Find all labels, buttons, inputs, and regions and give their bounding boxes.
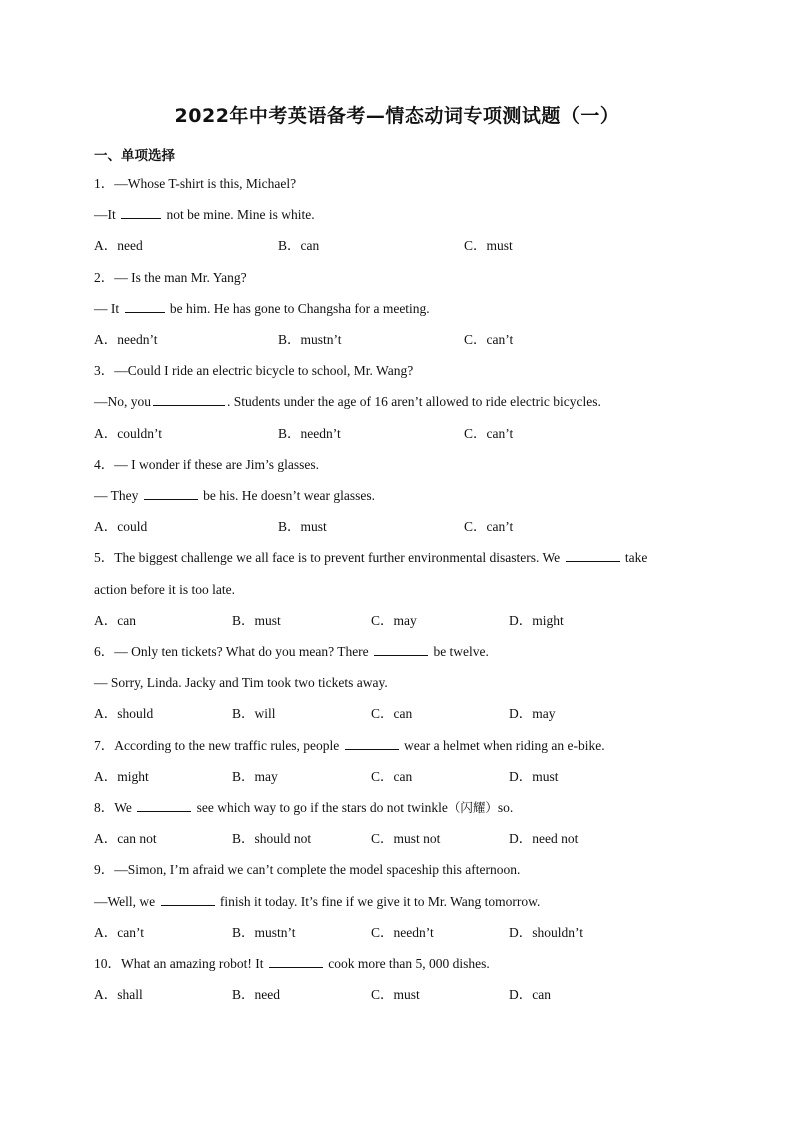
- answer-blank: [121, 206, 161, 219]
- option-d[interactable]: D．must: [509, 769, 559, 784]
- answer-blank: [566, 549, 620, 562]
- option-d[interactable]: D．may: [509, 706, 556, 721]
- option-c[interactable]: C．may: [371, 613, 417, 628]
- option-c[interactable]: C．can’t: [464, 426, 514, 441]
- options-8: [94, 830, 694, 848]
- options-7: [94, 768, 694, 786]
- question-4-reply: — They be his. He doesn’t wear glasses.: [94, 488, 375, 503]
- option-c[interactable]: C．needn’t: [371, 925, 434, 940]
- answer-blank: [269, 955, 323, 968]
- option-d[interactable]: D．can: [509, 987, 551, 1002]
- option-a[interactable]: A．can’t: [94, 925, 144, 940]
- option-c[interactable]: C．can: [371, 769, 413, 784]
- option-c[interactable]: C．must not: [371, 831, 441, 846]
- option-a[interactable]: A．shall: [94, 987, 143, 1002]
- answer-blank: [374, 643, 428, 656]
- question-1-reply: —It not be mine. Mine is white.: [94, 207, 315, 222]
- answer-blank: [345, 737, 399, 750]
- options-3: [94, 425, 694, 443]
- option-a[interactable]: A．couldn’t: [94, 426, 162, 441]
- question-7: 7．According to the new traffic rules, people wear a helmet when riding an e-bike.: [94, 738, 605, 753]
- option-d[interactable]: D．shouldn’t: [509, 925, 584, 940]
- option-a[interactable]: A．should: [94, 706, 154, 721]
- option-b[interactable]: B．must: [278, 519, 327, 534]
- options-9: [94, 924, 694, 942]
- option-b[interactable]: B．will: [232, 706, 276, 721]
- answer-blank: [125, 300, 165, 313]
- option-c[interactable]: C．can’t: [464, 332, 514, 347]
- question-8: 8．We see which way to go if the stars do not twinkle（闪耀）so.: [94, 800, 514, 815]
- question-6-reply: — Sorry, Linda. Jacky and Tim took two tickets away.: [94, 675, 388, 690]
- answer-blank: [137, 799, 191, 812]
- options-2: [94, 331, 694, 349]
- option-a[interactable]: A．might: [94, 769, 149, 784]
- option-b[interactable]: B．should not: [232, 831, 312, 846]
- option-a[interactable]: A．can: [94, 613, 136, 628]
- option-a[interactable]: A．need: [94, 238, 143, 253]
- answer-blank: [161, 893, 215, 906]
- option-b[interactable]: B．mustn’t: [232, 925, 296, 940]
- option-a[interactable]: A．can not: [94, 831, 157, 846]
- options-10: [94, 986, 694, 1004]
- section-heading: 一、单项选择: [94, 148, 175, 164]
- option-c[interactable]: C．can: [371, 706, 413, 721]
- question-6: 6．— Only ten tickets? What do you mean? There be twelve.: [94, 644, 489, 659]
- option-b[interactable]: B．needn’t: [278, 426, 341, 441]
- question-1: 1．—Whose T-shirt is this, Michael?: [94, 176, 297, 191]
- page-title: 2022年中考英语备考—情态动词专项测试题（一）: [174, 105, 620, 127]
- question-5: 5．The biggest challenge we all face is to prevent further environmental disasters. We take: [94, 550, 648, 565]
- options-5: [94, 612, 694, 630]
- option-b[interactable]: B．must: [232, 613, 281, 628]
- question-3-reply: —No, you . Students under the age of 16 aren’t allowed to ride electric bicycles.: [94, 394, 601, 409]
- option-d[interactable]: D．might: [509, 613, 564, 628]
- answer-blank: [153, 393, 225, 406]
- question-3: 3．—Could I ride an electric bicycle to school, Mr. Wang?: [94, 363, 414, 378]
- question-4: 4．— I wonder if these are Jim’s glasses.: [94, 457, 319, 472]
- question-9-reply: —Well, we finish it today. It’s fine if we give it to Mr. Wang tomorrow.: [94, 894, 541, 909]
- question-5-cont: action before it is too late.: [94, 582, 235, 597]
- option-b[interactable]: B．mustn’t: [278, 332, 342, 347]
- option-c[interactable]: C．must: [371, 987, 420, 1002]
- question-2: 2．— Is the man Mr. Yang?: [94, 270, 247, 285]
- option-b[interactable]: B．need: [232, 987, 280, 1002]
- option-b[interactable]: B．can: [278, 238, 320, 253]
- question-2-reply: — It be him. He has gone to Changsha for a meeting.: [94, 301, 430, 316]
- option-a[interactable]: A．needn’t: [94, 332, 158, 347]
- question-9: 9．—Simon, I’m afraid we can’t complete the model spaceship this afternoon.: [94, 862, 521, 877]
- option-c[interactable]: C．must: [464, 238, 513, 253]
- options-1: [94, 237, 694, 255]
- question-10: 10．What an amazing robot! It cook more than 5, 000 dishes.: [94, 956, 490, 971]
- options-6: [94, 705, 694, 723]
- option-c[interactable]: C．can’t: [464, 519, 514, 534]
- option-d[interactable]: D．need not: [509, 831, 579, 846]
- answer-blank: [144, 487, 198, 500]
- option-a[interactable]: A．could: [94, 519, 148, 534]
- options-4: [94, 518, 694, 536]
- option-b[interactable]: B．may: [232, 769, 278, 784]
